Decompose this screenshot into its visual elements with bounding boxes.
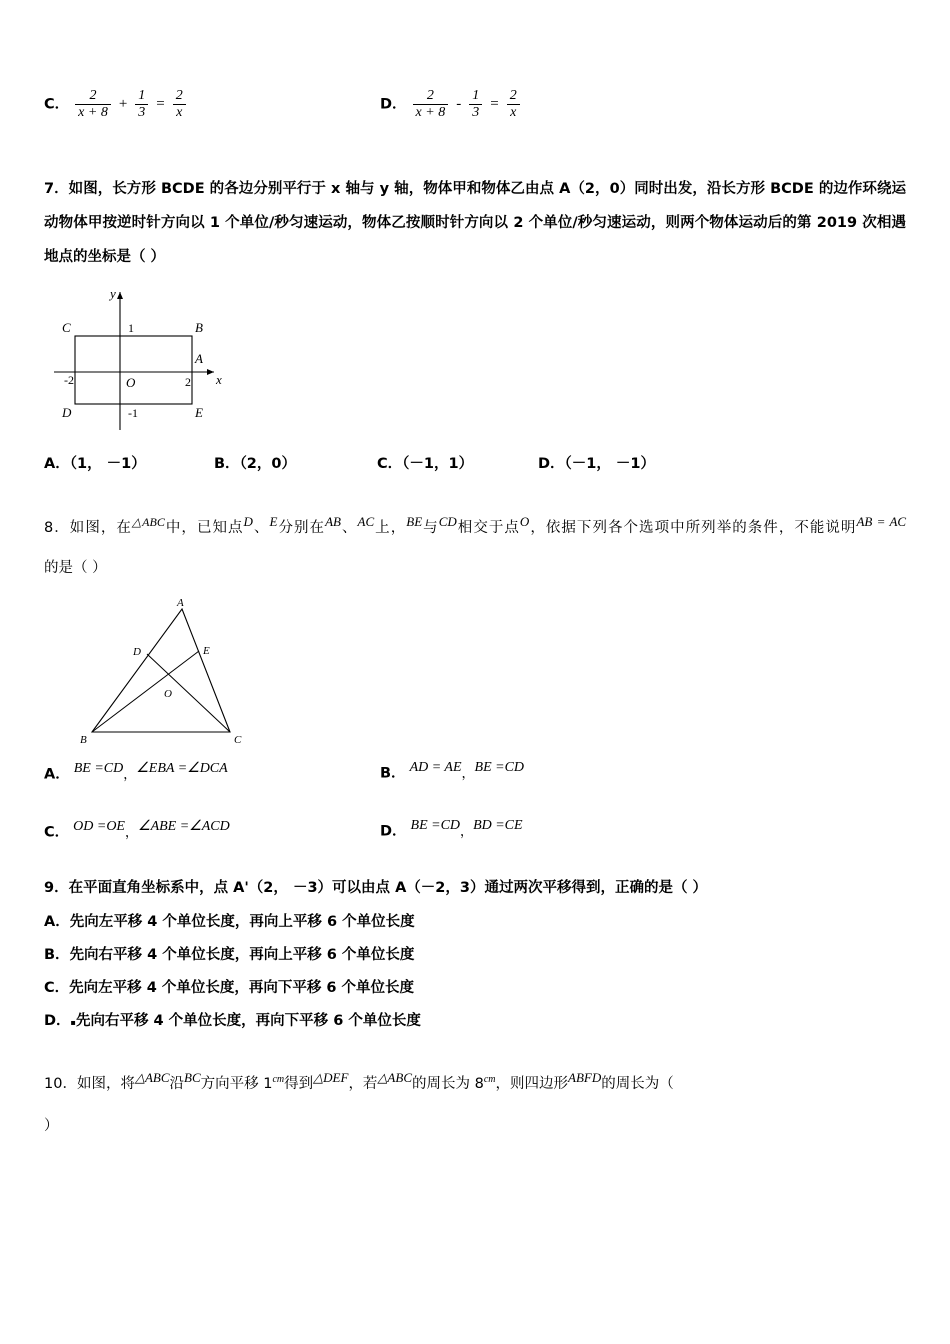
top-option-d[interactable] (380, 88, 522, 121)
q7-option-d-value: （－1， －1） (564, 456, 656, 472)
q10-text-2: 沿 (169, 1075, 185, 1092)
q8-option-d-part1: BE =CD (410, 817, 461, 833)
q8-option-a-letter: A． (44, 766, 70, 783)
top-option-c-frac2 (135, 88, 148, 121)
svg-text:-2: -2 (64, 373, 74, 387)
top-option-c-letter: C． (44, 96, 70, 113)
question-7-text: 如图，长方形 BCDE 的各边分别平行于 x 轴与 y 轴，物体甲和物体乙由点 A（2，0）同时出发，沿长方形 BCDE 的边作环绕运动物体甲按逆时针方向以 1 个单位/秒匀速运动，物体乙按顺时针方向以 2 个单位/秒匀速运动，则两个物体运动后的第 2019 次相遇地点的坐标是（ ） (44, 181, 907, 265)
numerator: 2 (175, 88, 183, 103)
q7-option-d-letter: D． (538, 456, 565, 472)
top-option-d-equals: = (490, 96, 499, 113)
q7-option-a-value: （1， －1） (69, 456, 146, 472)
svg-text:B: B (195, 320, 203, 335)
page-content (44, 0, 906, 1147)
q9-option-b-letter: B． (44, 946, 70, 963)
q10-text-1: 如图，将 (76, 1075, 135, 1092)
top-option-d-frac2 (469, 88, 482, 121)
q8-text-h: 相交于点 (456, 519, 520, 536)
q8-math-be: BE (406, 514, 423, 529)
question-8-number: 8． (44, 519, 70, 536)
question-10 (44, 1057, 906, 1147)
q8-option-b-letter: B． (380, 765, 406, 782)
denominator: 3 (469, 104, 482, 121)
q10-math-abc: △ABC (134, 1069, 170, 1085)
svg-text:E: E (195, 405, 203, 420)
q10-math-abfd: ABFD (568, 1069, 602, 1085)
q10-text-3: 方向平移 1 (200, 1075, 273, 1092)
q8-option-a-comma: ， (123, 767, 137, 783)
q10-text-7: ，则四边形 (495, 1075, 569, 1092)
svg-text:B: B (80, 733, 87, 746)
top-option-c-frac1 (75, 88, 111, 121)
svg-text:D: D (62, 405, 72, 420)
question-9-text: 在平面直角坐标系中，点 A'（2， －3）可以由点 A（－2，3）通过两次平移得到，正确的是（ ） (68, 879, 708, 896)
q9-option-a-value: 先向左平移 4 个单位长度，再向上平移 6 个单位长度 (69, 913, 415, 930)
q9-option-b-value: 先向右平移 4 个单位长度，再向上平移 6 个单位长度 (69, 946, 415, 963)
q8-option-d-comma: ， (460, 824, 474, 840)
q8-option-c-comma: ， (125, 825, 139, 841)
top-option-d-frac1 (413, 88, 449, 121)
q8-text-b: 中，已知点 (164, 519, 244, 536)
q8-option-b[interactable] (380, 760, 524, 782)
question-8-figure (44, 596, 906, 756)
question-9-number: 9． (44, 879, 69, 896)
q9-option-a[interactable] (44, 906, 906, 939)
question-8-options (44, 760, 906, 856)
q9-option-d-letter: D． (44, 1012, 71, 1029)
question-7-figure (44, 280, 906, 450)
top-option-c[interactable] (44, 88, 188, 121)
q9-option-c-letter: C． (44, 979, 70, 996)
q8-option-c-part2: ∠ABE =∠ACD (138, 818, 230, 834)
q8-text-a: 如图，在 (69, 519, 132, 536)
top-option-c-op: + (118, 96, 128, 113)
q7-option-b-value: （2，0） (239, 456, 296, 472)
numerator: 2 (89, 88, 97, 103)
q7-option-d[interactable] (538, 452, 655, 473)
q8-option-a-part2: ∠EBA =∠DCA (136, 760, 228, 776)
numerator: 2 (426, 88, 434, 103)
svg-text:A: A (195, 351, 203, 366)
q8-math-abc: △ABC (131, 515, 165, 529)
q8-math-abac: AB = AC (856, 514, 907, 529)
numerator: 2 (509, 88, 517, 103)
q9-option-d-marker: ▪ (70, 1017, 76, 1027)
q7-option-c[interactable] (377, 452, 473, 473)
denominator: x (507, 104, 520, 121)
q8-math-ab: AB (325, 514, 341, 529)
q9-option-d[interactable] (44, 1005, 906, 1039)
q9-option-d-value: 先向右平移 4 个单位长度，再向下平移 6 个单位长度 (75, 1012, 421, 1029)
question-9 (44, 872, 906, 904)
q10-text-close: ） (44, 1117, 59, 1134)
svg-text:y: y (110, 286, 116, 301)
denominator: x + 8 (413, 104, 449, 121)
question-7-options (44, 452, 906, 482)
q8-text-j: 的是（ ） (44, 559, 107, 576)
q8-option-d[interactable] (380, 818, 523, 840)
question-8 (44, 502, 906, 588)
q8-math-o: O (519, 514, 530, 529)
q8-math-e: E (269, 514, 278, 529)
numerator: 1 (472, 88, 480, 103)
q8-text-c: 、 (252, 519, 270, 536)
triangle-abc-diagram (44, 596, 344, 756)
q8-option-d-letter: D． (380, 823, 407, 840)
question-7 (44, 172, 906, 274)
q7-option-a[interactable] (44, 452, 146, 473)
svg-text:O: O (126, 375, 136, 390)
top-options-row (44, 88, 906, 158)
numerator: 1 (138, 88, 146, 103)
q8-math-ac: AC (357, 514, 375, 529)
q10-math-abc-2: △ABC (377, 1069, 412, 1085)
q9-option-c[interactable] (44, 972, 906, 1005)
svg-text:2: 2 (185, 375, 191, 389)
top-option-c-frac3 (173, 88, 186, 121)
q8-option-c-letter: C． (44, 824, 70, 841)
q8-option-d-part2: BD =CE (473, 817, 523, 833)
question-9-options (44, 906, 906, 1039)
q10-text-8: 的周长为（ (601, 1075, 674, 1092)
svg-text:D: D (133, 645, 141, 658)
question-7-number: 7． (44, 181, 69, 197)
q8-text-f: 上， (374, 519, 407, 536)
q8-option-b-part2: BE =CD (474, 759, 525, 775)
q10-text-5: ，若 (348, 1075, 378, 1092)
q7-option-c-letter: C． (377, 456, 403, 472)
q8-math-d: D (243, 514, 253, 529)
q10-text-4: 得到 (284, 1075, 314, 1092)
q9-option-c-value: 先向左平移 4 个单位长度，再向下平移 6 个单位长度 (69, 979, 415, 996)
q8-text-i: ，依据下列各个选项中所列举的条件，不能说明 (529, 519, 857, 536)
svg-text:C: C (234, 733, 242, 746)
q10-math-bc: BC (184, 1069, 201, 1085)
svg-text:1: 1 (128, 321, 134, 335)
q10-unit-cm-1: cm (272, 1073, 285, 1085)
svg-text:O: O (164, 687, 172, 700)
q10-text-6: 的周长为 8 (412, 1075, 484, 1092)
top-option-d-op: - (456, 96, 462, 113)
q7-option-c-value: （－1，1） (402, 456, 474, 472)
q8-option-a[interactable] (44, 760, 228, 783)
denominator: 3 (135, 104, 148, 121)
q9-option-b[interactable] (44, 939, 906, 972)
q8-text-d: 分别在 (277, 519, 326, 536)
denominator: x (173, 104, 186, 121)
q8-option-b-part1: AD = AE (409, 759, 462, 775)
q7-option-a-letter: A． (44, 456, 70, 472)
top-option-d-letter: D． (380, 96, 407, 113)
top-option-d-frac3 (507, 88, 520, 121)
q8-math-cd: CD (438, 514, 457, 529)
denominator: x + 8 (75, 104, 111, 121)
q8-option-c[interactable] (44, 818, 230, 841)
q8-option-b-comma: ， (461, 766, 475, 782)
svg-text:C: C (62, 320, 71, 335)
q7-option-b-letter: B． (214, 456, 240, 472)
q8-option-c-part1: OD =OE (73, 818, 125, 834)
q10-math-def: △DEF (313, 1069, 349, 1085)
svg-text:A: A (177, 596, 184, 609)
top-option-c-equals: = (156, 96, 165, 113)
svg-text:-1: -1 (128, 406, 138, 420)
q8-text-g: 与 (422, 519, 439, 536)
svg-text:E: E (203, 644, 210, 657)
q9-option-a-letter: A． (44, 913, 70, 930)
q8-option-a-part1: BE =CD (73, 760, 124, 776)
coordinate-rectangle-diagram (44, 280, 344, 450)
svg-text:x: x (216, 372, 222, 387)
q8-text-e: 、 (340, 519, 358, 536)
q7-option-b[interactable] (214, 452, 296, 473)
q10-unit-cm-2: cm (483, 1073, 496, 1085)
question-10-number: 10． (44, 1075, 77, 1092)
